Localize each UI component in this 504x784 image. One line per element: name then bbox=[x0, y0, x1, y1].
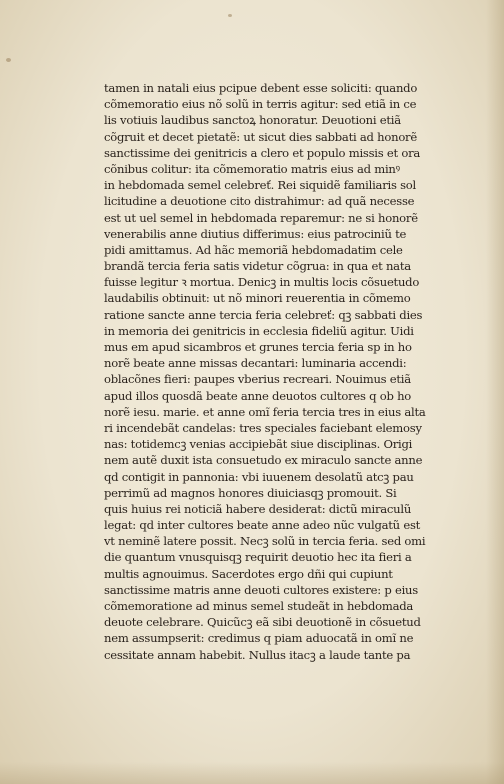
text-line: pidi amittamus. Ad hãc memoriã hebdomadatim cele bbox=[104, 242, 403, 257]
text-line: cessitate annam habebit. Nullus itacꝫ a laude tante pa bbox=[104, 647, 411, 662]
text-line: perrimũ ad magnos honores diuiciasqꝫ promouit. Si bbox=[104, 485, 397, 500]
text-line: norẽ iesu. marie. et anne omĩ feria tercia tres in eius alta bbox=[104, 404, 426, 419]
text-line: licitudine a deuotione cito distrahimur: ad quã necesse bbox=[104, 194, 415, 209]
text-line: die quantum vnusquisqꝫ requirit deuotio hec ita fieri a bbox=[104, 550, 412, 565]
text-line: quis huius rei noticiã habere desiderat: dictũ miraculũ bbox=[104, 501, 412, 516]
paper-stain bbox=[228, 14, 232, 17]
text-line: apud illos quosdã beate anne deuotos cultores q ob ho bbox=[104, 388, 412, 403]
text-line: oblacõnes fieri: paupes vberius recreari. Nouimus etiã bbox=[104, 372, 411, 387]
text-line: venerabilis anne diutius differimus: eius patrociniũ te bbox=[104, 226, 407, 241]
text-line: sanctissime matris anne deuoti cultores existere: p eius bbox=[104, 582, 418, 597]
text-line: nem assumpserit: credimus q piam aduocatã in omĩ ne bbox=[104, 631, 414, 646]
text-line: vt neminẽ latere possit. Necꝫ solũ in tercia feria. sed omi bbox=[104, 534, 426, 549]
text-line: qd contigit in pannonia: vbi iuuenem desolatũ atcꝫ pau bbox=[104, 469, 414, 484]
text-line: cõgruit et decet pietatẽ: ut sicut dies sabbati ad honorẽ bbox=[104, 129, 417, 144]
text-line: laudabilis obtinuit: ut nõ minori reuerentia in cõmemo bbox=[104, 291, 411, 306]
text-line: cõmemoratione ad minus semel studeãt in hebdomada bbox=[104, 599, 414, 613]
text-column bbox=[104, 80, 466, 663]
text-line: nem autẽ duxit ista consuetudo ex miraculo sancte anne bbox=[104, 453, 423, 468]
text-line: sanctissime dei genitricis a clero et populo missis et ora bbox=[104, 145, 421, 160]
text-line: in memoria dei genitricis in ecclesia fideliũ agitur. Uidi bbox=[104, 323, 414, 338]
text-line: mus em apud sicambros et grunes tercia feria sp in ho bbox=[104, 340, 412, 354]
text-line: est ut uel semel in hebdomada reparemur: ne si honorẽ bbox=[104, 210, 418, 225]
text-line: fuisse legitur ꝛ mortua. Denicꝫ in multis locis cõsuetudo bbox=[104, 275, 420, 290]
text-line: brandã tercia feria satis videtur cõgrua: in qua et nata bbox=[104, 259, 411, 274]
text-line: tamen in natali eius pcipue debent esse soliciti: quando bbox=[104, 81, 418, 95]
text-line: deuote celebrare. Quicũcꝫ eã sibi deuotionẽ in cõsuetud bbox=[104, 615, 421, 630]
text-line: cõnibus colitur: ita cõmemoratio matris eius ad minꝰ bbox=[104, 161, 400, 176]
text-line: lis votiuis laudibus sanctoꝝ honoratur. Deuotioni etiã bbox=[104, 113, 401, 128]
page-edge-shadow-bottom bbox=[0, 762, 504, 784]
text-line: ratione sancte anne tercia feria celebreť: qꝫ sabbati dies bbox=[104, 307, 423, 322]
page-edge-shadow-right bbox=[486, 0, 504, 784]
text-line: multis agnouimus. Sacerdotes ergo dñi qui cupiunt bbox=[104, 566, 393, 581]
text-line: in hebdomada semel celebreť. Rei siquidẽ familiaris sol bbox=[104, 178, 416, 193]
paper-stain bbox=[6, 58, 11, 62]
text-line: cõmemoratio eius nõ solũ in terris agitur: sed etiã in ce bbox=[104, 97, 417, 112]
text-line: ri incendebãt candelas: tres speciales faciebant elemosy bbox=[104, 420, 422, 435]
text-line: norẽ beate anne missas decantari: luminaria accendi: bbox=[104, 356, 407, 371]
text-line: nas: totidemcꝫ venias accipiebãt siue disciplinas. Origi bbox=[104, 437, 413, 452]
text-line: legat: qd inter cultores beate anne adeo nũc vulgatũ est bbox=[104, 518, 421, 533]
